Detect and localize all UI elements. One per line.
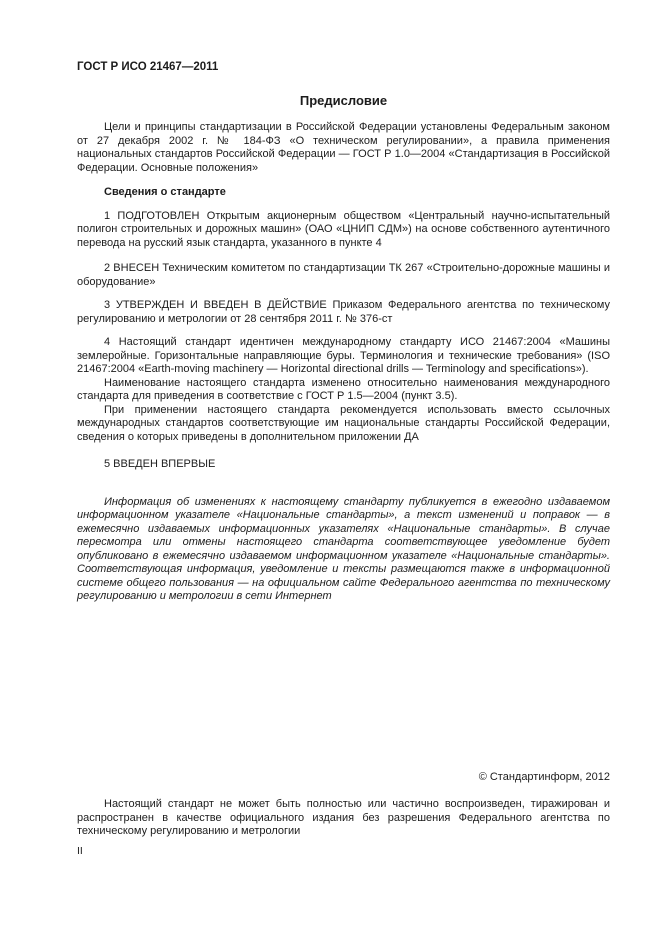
standard-info-item-submitted: 2 ВНЕСЕН Техническим комитетом по стандартизации ТК 267 «Строительно-дорожные машины и оборудование»	[77, 262, 610, 288]
standard-info-heading: Сведения о стандарте	[104, 186, 226, 198]
document-id-header: ГОСТ Р ИСО 21467—2011	[77, 61, 219, 73]
standard-info-item-prepared: 1 ПОДГОТОВЛЕН Открытым акционерным обществом «Центральный научно-испытательный полигон строительных и дорожных машин» (ОАО «ЦНИП СДМ») на основе собственного аутентичного перевода на русский язык стандарта, указанного в пункте 4	[77, 209, 610, 249]
standard-info-item-identity: 4 Настоящий стандарт идентичен международному стандарту ИСО 21467:2004 «Машины землеройные. Горизонтальные направляющие буры. Терминология и технические требования» (ISO 21467:2004 «Earth-moving machinery — Horizontal directional drills — Terminology and specifications»).	[77, 336, 610, 375]
page-content	[77, 60, 610, 604]
standard-info-item-first-introduced: 5 ВВЕДЕН ВПЕРВЫЕ	[104, 458, 216, 470]
standard-info-item-approved: 3 УТВЕРЖДЕН И ВВЕДЕН В ДЕЙСТВИЕ Приказом Федерального агентства по техническому регулированию и метрологии от 28 сентября 2011 г. № 376-ст	[77, 299, 610, 325]
reproduction-restriction-notice: Настоящий стандарт не может быть полностью или частично воспроизведен, тиражирован и распространен в качестве официального издания без разрешения Федерального агентства по техническому регулированию и метрологии	[77, 798, 610, 837]
standard-rename-note: Наименование настоящего стандарта изменено относительно наименования международного стандарта для приведения в соответствие с ГОСТ Р 1.5—2004 (пункт 3.5).	[77, 376, 610, 402]
publication-info-note: Информация об изменениях к настоящему стандарту публикуется в ежегодно издаваемом информационном указателе «Национальные стандарты», а текст изменений и поправок — в ежемесячно издаваемых информационных указателях «Национальные стандарты». В случае пересмотра или отмены настоящего стандарта соответствующее уведомление будет опубликовано в ежемесячно издаваемом информационном указателе «Национальные стандарты». Соответствующая информация, уведомление и тексты размещаются также в информационной системе общего пользования — на официальном сайте Федерального агентства по техническому регулированию и метрологии в сети Интернет	[77, 495, 610, 602]
standard-application-note: При применении настоящего стандарта рекомендуется использовать вместо ссылочных международных стандартов соответствующие им национальные стандарты Российской Федерации, сведения о которых приведены в дополнительном приложении ДА	[77, 403, 610, 443]
intro-paragraph: Цели и принципы стандартизации в Российской Федерации установлены Федеральным законом от 27 декабря 2002 г. № 184-ФЗ «О техническом регулировании», а правила применения национальных стандартов Российской Федерации — ГОСТ Р 1.0—2004 «Стандартизация в Российской Федерации. Основные положения»	[77, 121, 610, 174]
page-title: Предисловие	[299, 93, 388, 108]
copyright-line: © Стандартинформ, 2012	[478, 771, 610, 783]
page-number: II	[77, 845, 83, 857]
